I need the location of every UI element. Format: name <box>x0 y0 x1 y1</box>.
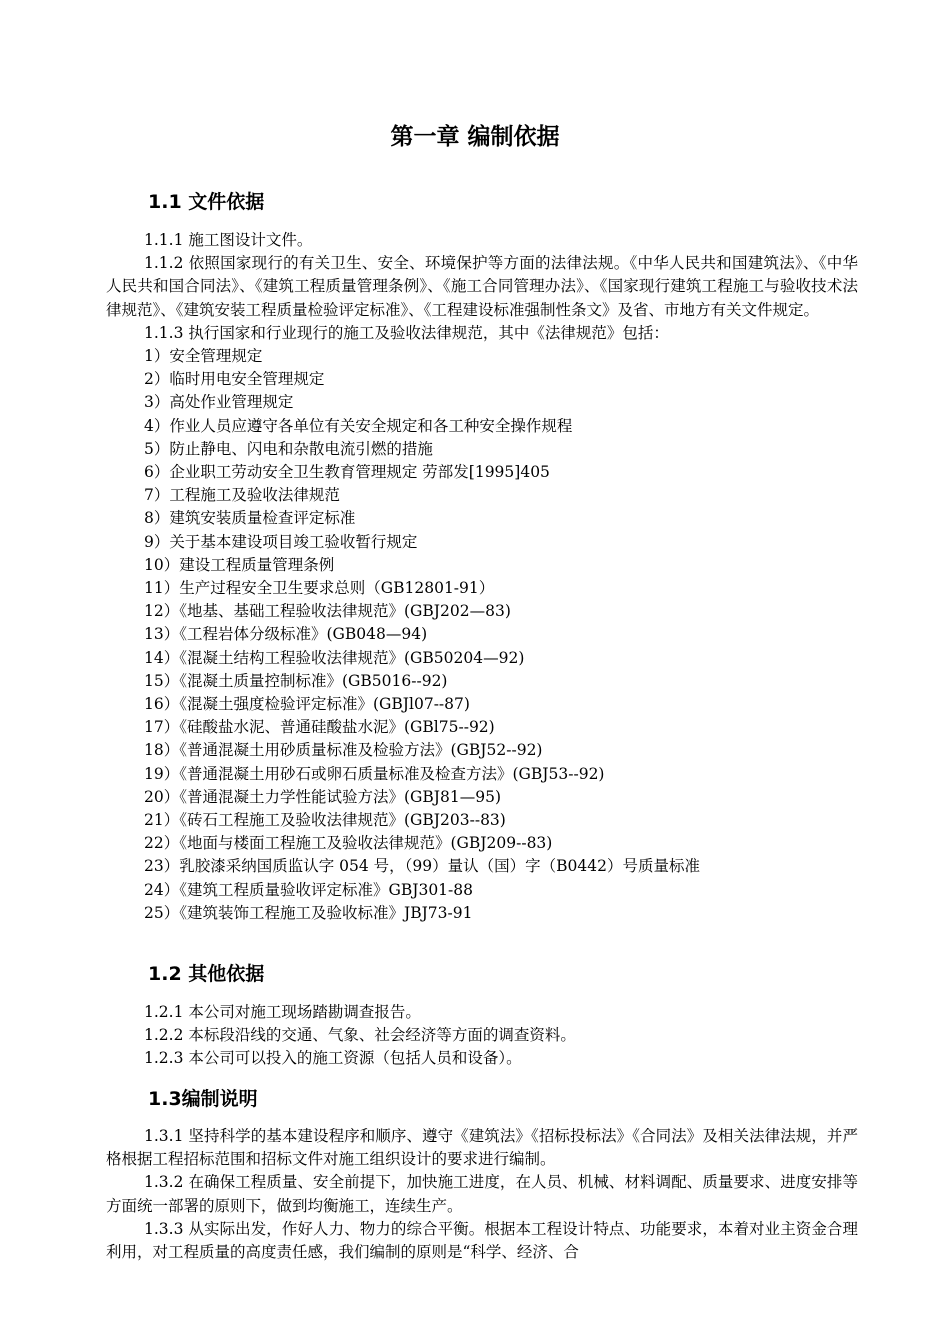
list-item: 9）关于基本建设项目竣工验收暂行规定 <box>144 532 418 551</box>
list-item: 24）《建筑工程质量验收评定标准》GBJ301-88 <box>144 880 474 899</box>
list-item: 16）《混凝土强度检验评定标准》(GBJl07--87) <box>144 695 470 714</box>
paragraph-1-2-2: 1.2.2 本标段沿线的交通、气象、社会经济等方面的调查资料。 <box>144 1026 576 1045</box>
paragraph-1-2-3: 1.2.3 本公司可以投入的施工资源（包括人员和设备）。 <box>144 1049 522 1068</box>
list-item: 5）防止静电、闪电和杂散电流引燃的措施 <box>144 439 433 458</box>
list-item: 15）《混凝土质量控制标准》(GB5016--92) <box>144 671 448 690</box>
list-item: 21）《砖石工程施工及验收法律规范》(GBJ203--83) <box>144 811 506 830</box>
paragraph-1-3-2: 1.3.2 在确保工程质量、安全前提下，加快施工进度，在人员、机械、材料调配、质量要求、进度安排等方面统一部署的原则下，做到均衡施工，连续生产。 <box>106 1173 858 1215</box>
list-item: 18）《普通混凝土用砂质量标准及检验方法》(GBJ52--92) <box>144 741 543 760</box>
list-item: 10）建设工程质量管理条例 <box>144 555 335 574</box>
section-heading-1-2: 1.2 其他依据 <box>148 963 265 985</box>
list-item: 8）建筑安装质量检查评定标准 <box>144 509 356 528</box>
paragraph-1-1-3: 1.1.3 执行国家和行业现行的施工及验收法律规范，其中《法律规范》包括： <box>144 323 669 342</box>
list-item: 13）《工程岩体分级标准》(GB048—94) <box>144 625 428 644</box>
paragraph-1-3-1: 1.3.1 坚持科学的基本建设程序和顺序、遵守《建筑法》《招标投标法》《合同法》及相关法律法规，并严格根据工程招标范围和招标文件对施工组织设计的要求进行编制。 <box>106 1127 858 1169</box>
list-item: 11）生产过程安全卫生要求总则（GB12801-91） <box>144 579 495 598</box>
list-item: 1）安全管理规定 <box>144 347 263 366</box>
list-item: 23）乳胶漆采纳国质监认字 054 号，（99）量认（国）字（B0442）号质量标准 <box>144 857 700 876</box>
list-item: 2）临时用电安全管理规定 <box>144 370 325 389</box>
section-body-1-2 <box>106 1001 858 1071</box>
chapter-title: 第一章 编制依据 <box>390 124 560 150</box>
list-item: 20）《普通混凝土力学性能试验方法》(GBJ81—95) <box>144 787 502 806</box>
paragraph-1-1-1: 1.1.1 施工图设计文件。 <box>144 231 313 249</box>
list-item: 22）《地面与楼面工程施工及验收法律规范》(GBJ209--83) <box>144 834 553 853</box>
paragraph-1-2-1: 1.2.1 本公司对施工现场踏勘调查报告。 <box>144 1003 421 1021</box>
paragraph-1-1-2: 1.1.2 依照国家现行的有关卫生、安全、环境保护等方面的法律法规。《中华人民共和国建筑法》、《中华人民共和国合同法》、《建筑工程质量管理条例》、《施工合同管理办法》、《国家现行建筑工程施工与验收技术法律规范》、《建筑安装工程质量检验评定标准》、《工程建设标准强制性条文》及省、市地方有关文件规定。 <box>106 254 858 319</box>
list-item: 7）工程施工及验收法律规范 <box>144 486 340 505</box>
section-body-1-1 <box>106 229 858 925</box>
section-heading-1-3: 1.3编制说明 <box>148 1088 258 1110</box>
list-item: 17）《硅酸盐水泥、普通硅酸盐水泥》(GBl75--92) <box>144 718 495 737</box>
list-item: 6）企业职工劳动安全卫生教育管理规定 劳部发[1995]405 <box>144 463 550 482</box>
list-item: 14）《混凝土结构工程验收法律规范》(GB50204—92) <box>144 648 525 667</box>
section-body-1-3 <box>106 1125 858 1264</box>
list-item: 19）《普通混凝土用砂石或卵石质量标准及检查方法》(GBJ53--92) <box>144 764 605 783</box>
list-item: 4）作业人员应遵守各单位有关安全规定和各工种安全操作规程 <box>144 416 573 435</box>
list-item: 25）《建筑装饰工程施工及验收标准》JBJ73-91 <box>144 903 473 922</box>
paragraph-1-3-3: 1.3.3 从实际出发，作好人力、物力的综合平衡。根据本工程设计特点、功能要求，本着对业主资金合理利用，对工程质量的高度责任感，我们编制的原则是“科学、经济、合 <box>106 1219 858 1262</box>
list-item: 12）《地基、基础工程验收法律规范》(GBJ202—83) <box>144 602 511 621</box>
list-item: 3）高处作业管理规定 <box>144 393 294 412</box>
section-heading-1-1: 1.1 文件依据 <box>148 191 265 213</box>
